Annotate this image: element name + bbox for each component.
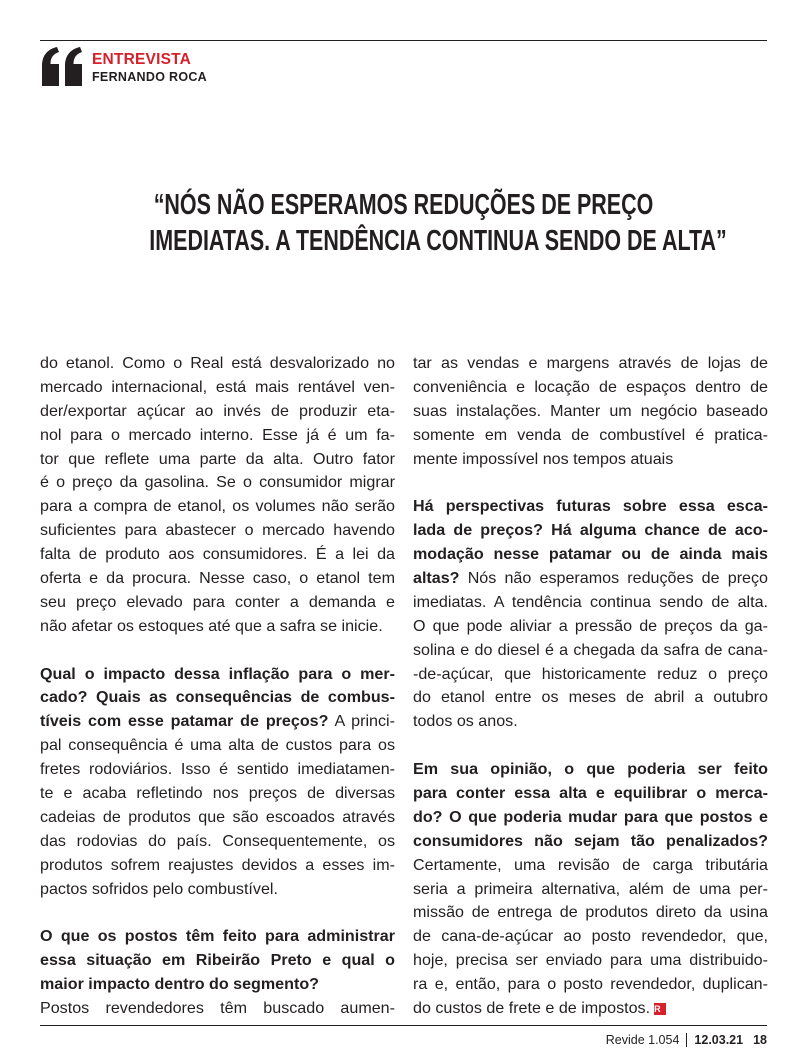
question-line: modação nesse patamar ou de ainda mais bbox=[413, 545, 768, 564]
text-line: para a compra de etanol, os volumes não serão bbox=[40, 497, 395, 516]
left-column bbox=[40, 352, 395, 1021]
text-line: não afetar os estoques até que a safra se inicie. bbox=[40, 616, 383, 635]
question-line: lada de preços? Há alguma chance de aco- bbox=[413, 521, 768, 540]
pull-quote-line: “NÓS NÃO ESPERAMOS REDUÇÕES DE PREÇO bbox=[153, 189, 654, 221]
text-line: das rodovias do país. Consequentemente, os bbox=[40, 831, 395, 850]
text-line-final: do custos de frete e de impostos. R bbox=[413, 997, 768, 1021]
question-line: para conter essa alta e equilibrar o merca- bbox=[413, 784, 768, 803]
text-line: hoje, precisa ser enviado para uma distribuido- bbox=[413, 951, 768, 970]
question-line: Qual o impacto dessa inflação para o mer- bbox=[40, 664, 395, 683]
text-line: mercado internacional, está mais rentável ven- bbox=[40, 377, 395, 396]
text-line: solina e do diesel é a chegada da safra de cana- bbox=[413, 640, 768, 659]
text-line: nol para o mercado interno. Esse já é um fa- bbox=[40, 425, 395, 444]
text-line: seria a primeira alternativa, além de uma per- bbox=[413, 879, 768, 898]
text-line: de cana-de-açúcar ao posto revendedor, que, bbox=[413, 927, 768, 946]
text-line: é o preço da gasolina. Se o consumidor migrar bbox=[40, 473, 395, 492]
question-line: consumidores não sejam tão penalizados? bbox=[413, 831, 768, 850]
question-line: Em sua opinião, o que poderia ser feito bbox=[413, 760, 768, 779]
text-line: O que pode aliviar a pressão de preços da ga- bbox=[413, 616, 768, 635]
text-line: mente impossível nos tempos atuais bbox=[413, 449, 674, 468]
text-line: do etanol. Como o Real está desvalorizado no bbox=[40, 354, 395, 372]
quote-mark-icon bbox=[40, 46, 86, 86]
page-number: 18 bbox=[753, 1033, 767, 1047]
top-rule bbox=[40, 40, 767, 41]
end-mark-icon: R bbox=[654, 1003, 666, 1015]
right-column bbox=[413, 352, 768, 1021]
question-line: essa situação em Ribeirão Preto e qual o bbox=[40, 951, 395, 970]
footer-divider bbox=[686, 1033, 687, 1047]
question-line: O que os postos têm feito para administrar bbox=[40, 927, 395, 946]
question-line: do? O que poderia mudar para que postos e bbox=[413, 807, 768, 826]
text-line: tar as vendas e margens através de lojas de bbox=[413, 354, 768, 372]
text-line: pactos sofridos pelo combustível. bbox=[40, 879, 278, 898]
question-answer-line: altas? Nós não esperamos reduções de preço bbox=[413, 569, 768, 588]
question-line: cado? Quais as consequências de combus- bbox=[40, 688, 395, 707]
text-line: pal consequência é uma alta de custos para os bbox=[40, 736, 395, 755]
text-line: te e acaba refletindo nos preços de diversas bbox=[40, 784, 395, 803]
text-line: der/exportar açúcar ao invés de produzir eta- bbox=[40, 401, 395, 420]
text-line: todos os anos. bbox=[413, 712, 518, 731]
text-line: oferta e da procura. Nesse caso, o etanol tem bbox=[40, 569, 395, 588]
text-line: missão de entrega de produtos direto da usina bbox=[413, 903, 768, 922]
text-line: fretes rodoviários. Isso é sentido imediatamen- bbox=[40, 760, 395, 779]
text-line: -de-açúcar, que historicamente reduz o preço bbox=[413, 664, 768, 683]
question-line: maior impacto dentro do segmento? bbox=[40, 975, 319, 994]
magazine-issue: Revide 1.054 bbox=[605, 1033, 680, 1047]
text-line: Postos revendedores têm buscado aumen- bbox=[40, 999, 395, 1018]
text-line: produtos sofrem reajustes devidos a esses im- bbox=[40, 855, 395, 874]
question-answer-line: tíveis com esse patamar de preços? A princi- bbox=[40, 712, 395, 731]
interviewee-name: FERNANDO ROCA bbox=[92, 70, 208, 84]
text-line: suas instalações. Manter um negócio baseado bbox=[413, 401, 768, 420]
text-line: suficientes para abastecer o mercado havendo bbox=[40, 521, 395, 540]
text-line: do etanol entre os meses de abril a outubro bbox=[413, 688, 768, 707]
text-line: seu preço elevado para conter a demanda e bbox=[40, 592, 395, 611]
bottom-rule bbox=[40, 1025, 767, 1026]
text-line: imediatas. A tendência continua sendo de alta. bbox=[413, 592, 768, 611]
section-label: ENTREVISTA bbox=[92, 51, 192, 68]
pull-quote bbox=[60, 187, 747, 259]
pull-quote-line: IMEDIATAS. A TENDÊNCIA CONTINUA SENDO DE ALTA” bbox=[149, 225, 727, 257]
text-line: falta de produto aos consumidores. É a lei da bbox=[40, 545, 395, 564]
text-line: cadeias de produtos que são escoados através bbox=[40, 807, 395, 826]
text-line: conveniência e locação de espaços dentro de bbox=[413, 377, 768, 396]
text-line: tor que reflete uma parte da alta. Outro fator bbox=[40, 449, 395, 468]
issue-date: 12.03.21 bbox=[694, 1033, 744, 1047]
text-line: ra e, então, para o posto revendedor, duplican- bbox=[413, 975, 768, 994]
page-footer bbox=[606, 1033, 767, 1047]
text-line: somente em venda de combustível é pratica- bbox=[413, 425, 768, 444]
question-line: Há perspectivas futuras sobre essa esca- bbox=[413, 497, 768, 516]
text-line: Certamente, uma revisão de carga tributária bbox=[413, 855, 768, 874]
